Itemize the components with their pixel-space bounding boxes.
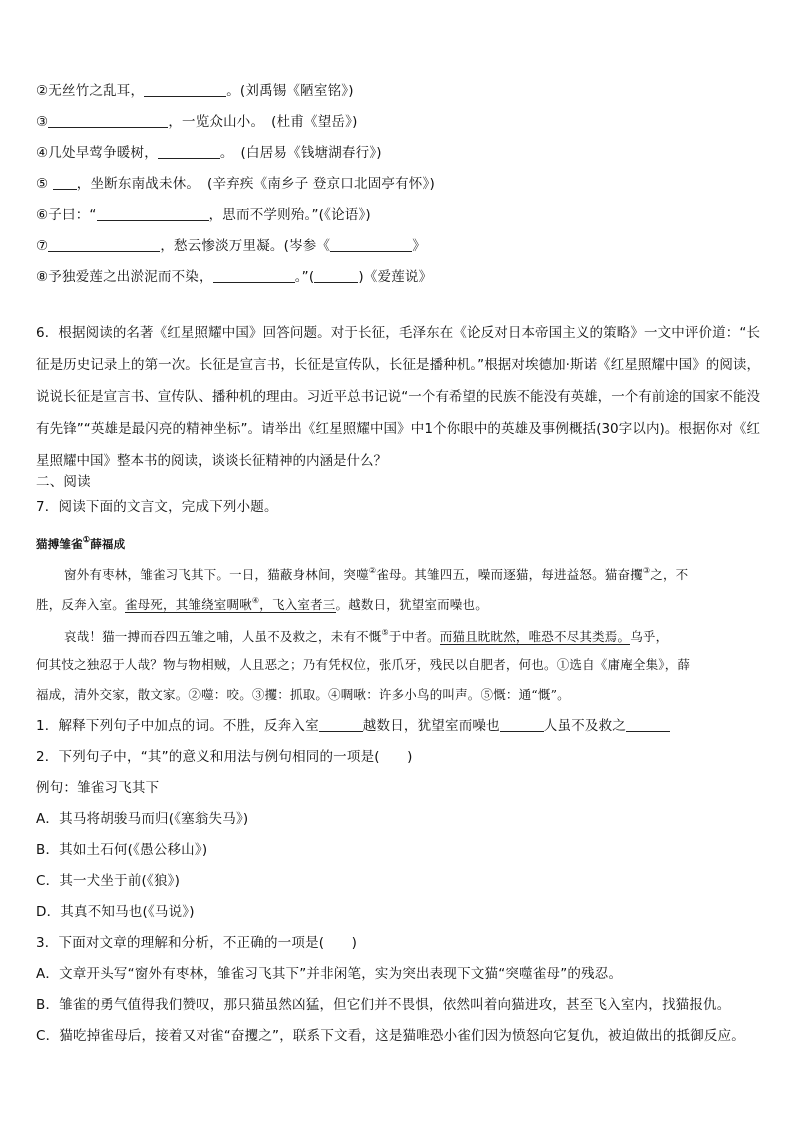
answer-blank[interactable] — [48, 237, 160, 252]
answer-blank[interactable] — [314, 268, 358, 283]
option-d[interactable]: D．其真不知马也(《马说》) — [36, 904, 195, 920]
footnote-marker: ② — [368, 566, 377, 575]
fill-blank-line-3 — [36, 113, 358, 131]
fill-blank-line-5 — [36, 175, 435, 193]
underlined-sentence — [125, 597, 336, 613]
answer-blank[interactable] — [158, 144, 220, 159]
passage-line: 何其忮之独忍于人哉？物与物相贼，人且恶之；乃有凭权位，张爪牙，残民以自肥者，何也。①选自《庸庵全集》，薛 — [36, 657, 691, 672]
passage-title — [36, 530, 125, 553]
passage-text: 于中者。 — [388, 629, 440, 644]
option-a[interactable]: A．其马将胡骏马而归(《塞翁失马》) — [36, 811, 249, 827]
fill-blank-line-7 — [36, 237, 426, 255]
answer-blank[interactable] — [48, 113, 168, 128]
question-6: 6．根据阅读的名著《红星照耀中国》回答问题。对于长征，毛泽东在《论反对日本帝国主义的策略》一文中评价道：“长征是历史记录上的第一次。长征是宣言书，长征是宣传队，长征是播种机。”根据对埃德加·斯诺《红星照耀中国》的阅读，说说长征是宣言书、宣传队、播种机的理由。习近平总书记说“一个有希望的民族不能没有英雄，一个有前途的国家不能没有先锋”“英雄是最闪亮的精神坐标”。请举出《红星照耀中国》中1个你眼中的英雄及事例概括(30字以内)。根据你对《红星照耀中国》整本书的阅读，谈谈长征精神的内涵是什么？ — [36, 325, 760, 469]
option-c[interactable]: C．猫吃掉雀母后，接着又对雀“奋攫之”，联系下文看，这是猫唯恐小雀们因为愤怒向它复仇，被迫做出的抵御反应。 — [36, 1028, 746, 1044]
fill-blank-line-8 — [36, 268, 432, 286]
line-text: 1．解释下列句子中加点的词。不胜，反奔入室 — [36, 718, 319, 734]
line-text: ⑧予独爱莲之出淤泥而不染， — [36, 269, 213, 285]
line-text: 。 (白居易《钱塘湖春行》) — [219, 145, 382, 161]
passage-text: 之，不 — [650, 567, 689, 582]
answer-blank[interactable] — [626, 717, 670, 732]
fill-blank-line-6 — [36, 206, 371, 224]
passage-title-text: 猫搏雏雀 — [36, 537, 83, 551]
answer-blank[interactable] — [500, 717, 544, 732]
option-c[interactable]: C．其一犬坐于前(《狼》) — [36, 873, 181, 889]
footnote-marker: ③ — [642, 566, 651, 575]
line-text: 人虽不及救之 — [543, 718, 626, 734]
question-7-instruction: 7．阅读下面的文言文，完成下列小题。 — [36, 499, 278, 515]
subquestion-3-stem: 3．下面对文章的理解和分析，不正确的一项是( ) — [36, 935, 358, 951]
footnote-marker: ① — [82, 534, 91, 544]
section-heading: 二、阅读 — [36, 474, 91, 490]
option-b[interactable]: B．其如土石何(《愚公移山》) — [36, 842, 208, 858]
line-text: )《爱莲说》 — [358, 269, 433, 285]
answer-blank[interactable] — [144, 82, 226, 97]
passage-notes: 福成，清外交家，散文家。②噬：咬。③攫：抓取。④啁啾：许多小鸟的叫声。⑤慨：通“慨”。 — [36, 687, 570, 702]
passage-text: 窗外有枣林，雏雀习飞其下。一日，猫蔽身林间，突噬 — [64, 567, 369, 582]
line-text: ，一览众山小。 (杜甫《望岳》) — [168, 114, 358, 130]
line-text: ，愁云惨淡万里凝。(岑参《 — [160, 238, 331, 254]
fill-blank-line-4 — [36, 144, 382, 162]
passage-text: 乌乎， — [630, 629, 669, 644]
line-text: ，坐断东南战未休。 (辛弃疾《南乡子 登京口北固亭有怀》) — [76, 176, 435, 192]
line-text: ，思而不学则殆。”(《论语》) — [208, 207, 371, 223]
subquestion-2-example: 例句：雏雀习飞其下 — [36, 780, 160, 796]
line-text: ③ — [36, 114, 49, 130]
line-text: 》 — [412, 238, 426, 254]
passage-author: 薛福成 — [90, 537, 126, 551]
line-text: ⑥子曰：“ — [36, 207, 97, 223]
answer-blank[interactable] — [319, 717, 363, 732]
footnote-marker: ④ — [251, 596, 260, 605]
line-text: ⑦ — [36, 238, 49, 254]
line-text: 。”( — [294, 269, 315, 285]
passage-line — [64, 624, 668, 646]
footnote-marker: ⑤ — [381, 628, 389, 637]
subquestion-1 — [36, 717, 670, 735]
passage-text: 胜，反奔入室。 — [36, 597, 125, 612]
passage-text: 哀哉！猫一搏而吞四五雏之哺，人虽不及救之，未有不慨 — [64, 629, 382, 644]
option-b[interactable]: B．雏雀的勇气值得我们赞叹，那只猫虽然凶猛，但它们并不畏惧，依然叫着向猫进攻，甚至飞入室内，找猫报仇。 — [36, 997, 731, 1013]
passage-text: 。越数日，犹望室而噪也。 — [335, 597, 488, 612]
answer-blank[interactable] — [53, 175, 77, 190]
option-a[interactable]: A．文章开头写“窗外有枣林，雏雀习飞其下”并非闲笔，实为突出表现下文猫“突噬雀母”的残忍。 — [36, 966, 623, 982]
answer-blank[interactable] — [213, 268, 295, 283]
line-text: 越数日，犹望室而噪也 — [362, 718, 500, 734]
fill-blank-line-2 — [36, 82, 354, 100]
line-text: ④几处早莺争暖树， — [36, 145, 158, 161]
line-text: ⑤ — [36, 176, 53, 192]
line-text: 。(刘禹锡《陋室铭》) — [226, 83, 354, 99]
passage-text: 雀母。其雏四五，噪而逐猫，每进益怒。猫奋攫 — [376, 567, 643, 582]
passage-text: 雀母死，其雏绕室啁啾 — [124, 597, 252, 612]
passage-text: ，飞入室者三 — [259, 597, 336, 612]
passage-line — [36, 592, 488, 614]
subquestion-2-stem: 2．下列句子中，“其”的意义和用法与例句相同的一项是( ) — [36, 749, 413, 765]
underlined-sentence: 而猫且眈眈然，唯恐不尽其类焉。 — [439, 629, 631, 644]
answer-blank[interactable] — [330, 237, 412, 252]
line-text: ②无丝竹之乱耳， — [36, 83, 145, 99]
passage-line — [64, 562, 688, 584]
answer-blank[interactable] — [97, 206, 209, 221]
